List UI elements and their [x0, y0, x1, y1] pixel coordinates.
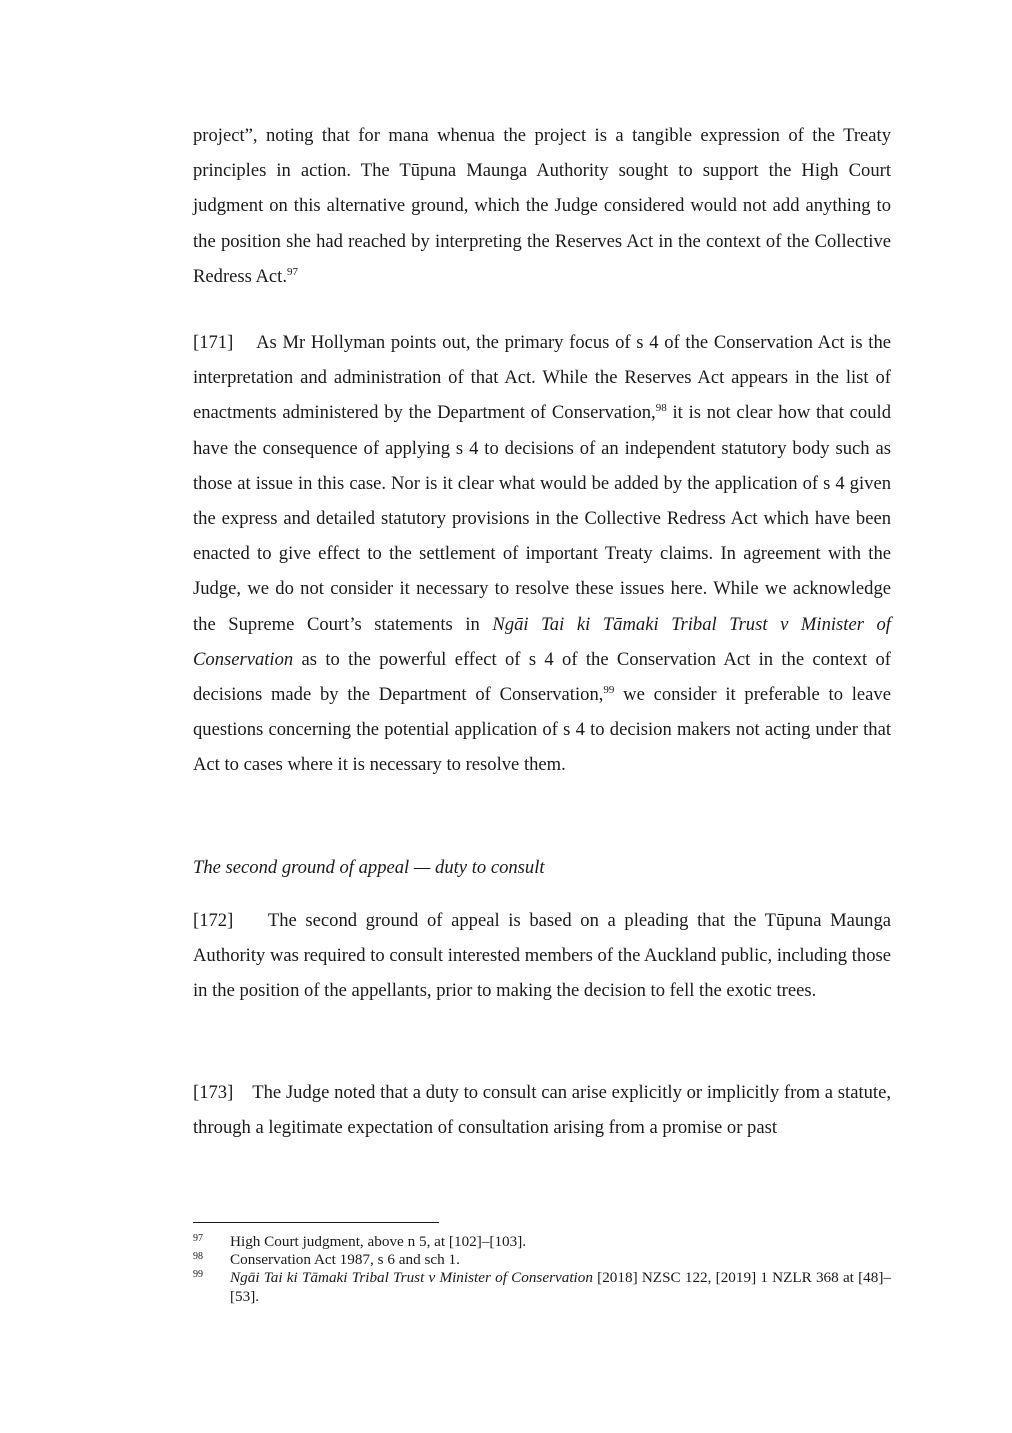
- footnote-98: [193, 1251, 891, 1269]
- paragraph-number: [172]: [193, 910, 234, 931]
- footnote-text: Conservation Act 1987, s 6 and sch 1.: [230, 1251, 460, 1269]
- footnote-reference-99[interactable]: 99: [603, 684, 615, 697]
- paragraph-continuation: [193, 118, 891, 294]
- paragraph-text: as to the powerful effect of s 4 of the Conservation Act in the context of decisions made by the Department of Conservation,: [193, 648, 891, 706]
- paragraph-text: we consider it preferable to leave questions concerning the potential application of s 4 to decision makers not acting under that Act to cases where it is necessary to resolve them.: [193, 684, 891, 776]
- paragraph-text: project”, noting that for mana whenua the project is a tangible expression of the Treaty principles in action. The Tūpuna Maunga Authority sought to support the High Court judgment on this alternative ground, which the Judge considered would not add anything to the position she had reached by interpreting the Reserves Act in the context of the Collective Redress Act.: [193, 125, 891, 287]
- section-heading: The second ground of appeal — duty to consult: [193, 857, 545, 878]
- footnotes: [193, 1233, 891, 1306]
- footnote-reference-97[interactable]: 97: [287, 265, 298, 278]
- footnote-case-name: Ngāi Tai ki Tāmaki Tribal Trust v Minister of Conservation: [230, 1269, 593, 1287]
- footnote-reference-98[interactable]: 98: [655, 402, 667, 415]
- footnote-97: [193, 1233, 891, 1251]
- paragraph-text: it is not clear how that could have the consequence of applying s 4 to decisions of an independent statutory body such as those at issue in this case. Nor is it clear what would be added by the application of s 4 given the express and detailed statutory provisions in the Collective Redress Act which have been enacted to give effect to the settlement of important Treaty claims. In agreement with the Judge, we do not consider it necessary to resolve these issues here. While we acknowledge the Supreme Court’s statements in: [193, 402, 891, 635]
- footnote-citation: [2018] NZSC 122, [2019] 1 NZLR 368 at [48]–[53].: [230, 1269, 891, 1305]
- footnote-99: [193, 1269, 891, 1305]
- footnote-separator: [193, 1222, 439, 1223]
- footnote-number: 98: [193, 1251, 203, 1263]
- paragraph-text: The second ground of appeal is based on a pleading that the Tūpuna Maunga Authority was required to consult interested members of the Auckland public, including those in the position of the appellants, prior to making the decision to fell the exotic trees.: [193, 910, 892, 1002]
- footnote-text: High Court judgment, above n 5, at [102]–[103].: [230, 1233, 527, 1250]
- paragraph-text: As Mr Hollyman points out, the primary focus of s 4 of the Conservation Act is the interpretation and administration of that Act. While the Reserves Act appears in the list of enactments administered by the Department of Conservation,: [193, 332, 892, 424]
- paragraph-171: [193, 325, 891, 783]
- paragraph-172: [193, 903, 891, 1009]
- paragraph-number: [171]: [193, 332, 234, 353]
- footnote-number: 97: [193, 1233, 203, 1244]
- paragraph-text: The Judge noted that a duty to consult can arise explicitly or implicitly from a statute, through a legitimate expectation of consultation arising from a promise or past: [193, 1082, 891, 1139]
- case-name: Ngāi Tai ki Tāmaki Tribal Trust v Minister of Conservation: [193, 613, 891, 670]
- paragraph-173: [193, 1075, 891, 1145]
- footnote-number: 99: [193, 1269, 203, 1281]
- paragraph-number: [173]: [193, 1082, 234, 1103]
